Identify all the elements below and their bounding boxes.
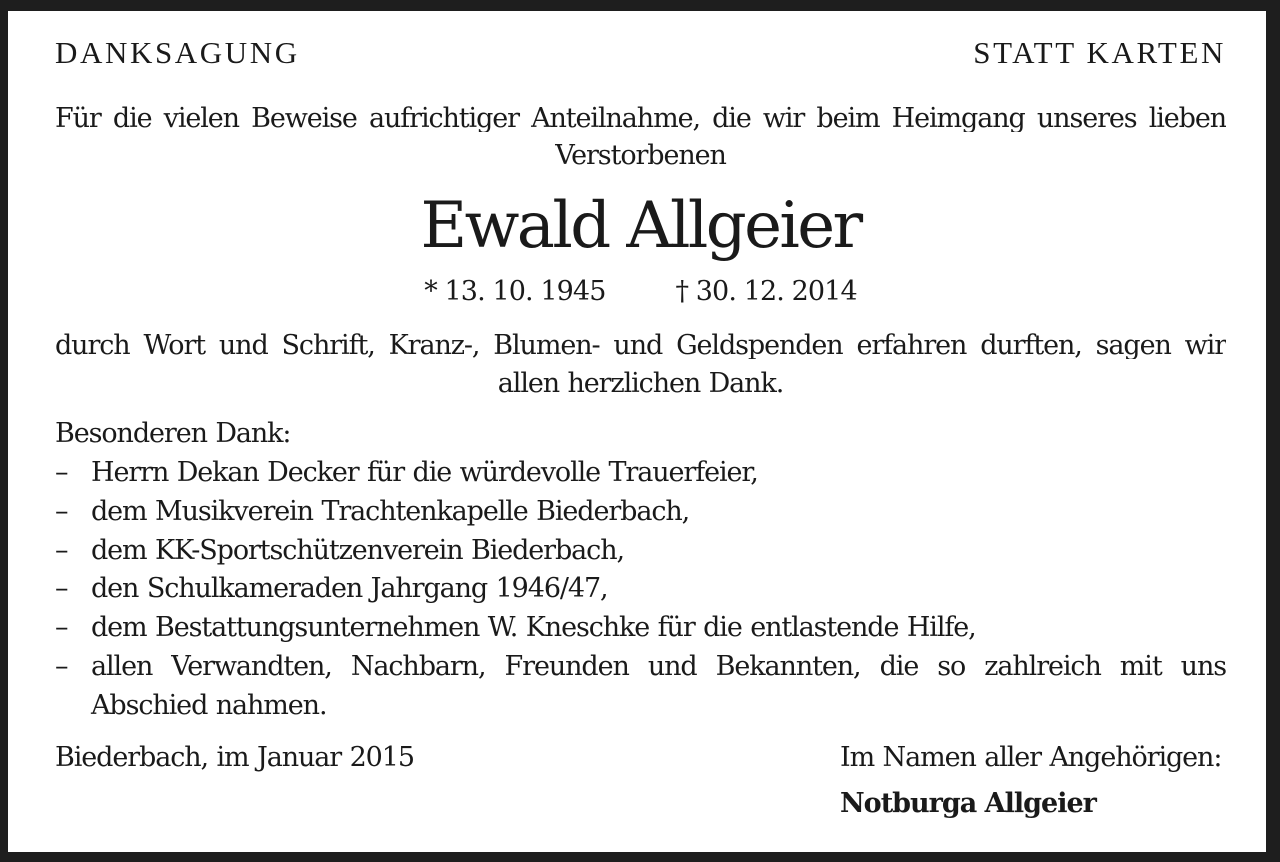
intro-line-1: Für die vielen Beweise aufrichtiger Anteilnahme, die wir beim Heimgang unseres lieben [55,105,1226,132]
list-item-text: Herrn Dekan Decker für die würdevolle Trauerfeier, [91,457,758,488]
list-item-text: allen Verwandten, Nachbarn, Freunden und Bekannten, die so zahlreich mit uns [91,653,1226,680]
notice-heading-right: STATT KARTEN [973,35,1226,70]
death-date: † 30. 12. 2014 [675,276,857,307]
special-thanks-heading: Besonderen Dank: [55,418,291,449]
on-behalf-line: Im Namen aller Angehörigen: [840,742,1222,773]
life-dates [55,278,1226,305]
list-dash: – [55,573,68,604]
list-item-text: dem Bestattungsunternehmen W. Kneschke für die entlastende Hilfe, [91,612,976,643]
list-item-text: den Schulkameraden Jahrgang 1946/47, [91,573,608,604]
list-dash: – [55,535,68,566]
notice-heading-left: DANKSAGUNG [55,35,300,70]
birth-date: * 13. 10. 1945 [424,276,606,307]
list-item-text: dem Musikverein Trachtenkapelle Biederbach, [91,496,690,527]
list-item-text: Abschied nahmen. [91,690,327,721]
thanks-line-1: durch Wort und Schrift, Kranz-, Blumen- und Geldspenden erfahren durften, sagen wir [55,332,1226,359]
list-dash: – [55,457,68,488]
thanks-line-2: allen herzlichen Dank. [497,368,784,399]
place-and-date: Biederbach, im Januar 2015 [55,742,414,773]
list-dash: – [55,651,68,682]
intro-line-2: Verstorbenen [555,140,726,171]
deceased-name: Ewald Allgeier [420,189,861,263]
signer-name: Notburga Allgeier [840,788,1096,819]
list-dash: – [55,612,68,643]
list-dash: – [55,496,68,527]
list-item-text: dem KK-Sportschützenverein Biederbach, [91,535,624,566]
